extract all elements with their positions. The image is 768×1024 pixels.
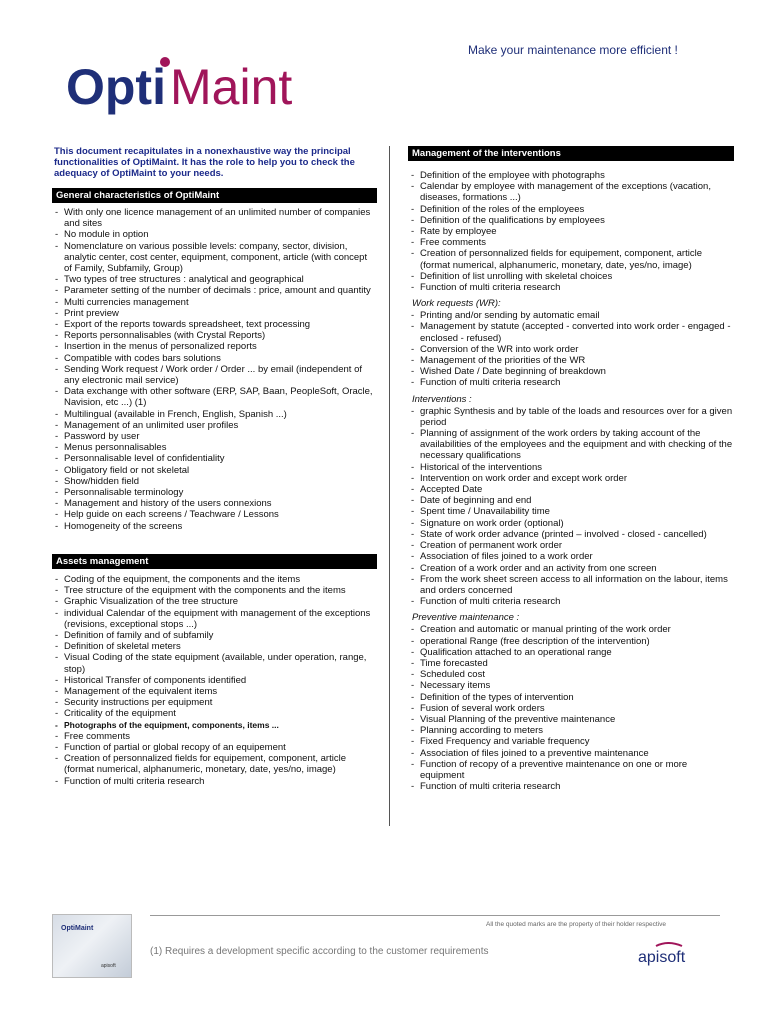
list-item: - Two types of tree structures : analytical and geographical	[52, 274, 377, 285]
list-item: - Print preview	[52, 308, 377, 319]
apisoft-wordmark: apisoft	[638, 949, 686, 966]
list-item: - Conversion of the WR into work order	[408, 344, 734, 355]
list-item: - Fusion of several work orders	[408, 703, 734, 714]
list-item: - Time forecasted	[408, 658, 734, 669]
list-item: - From the work sheet screen access to all information on the labour, items and orders concerned	[408, 574, 734, 596]
list-item: - Free comments	[408, 237, 734, 248]
list-item: - Creation of personnalized fields for equipement, component, article (format numerical, alphanumeric, monetary, date, yes/no, image)	[408, 248, 734, 270]
brochure-thumbnail	[52, 914, 132, 978]
preventive-title: Preventive maintenance :	[412, 612, 520, 624]
list-item: - Export of the reports towards spreadsheet, text processing	[52, 319, 377, 330]
list-item: - Menus personnalisables	[52, 442, 377, 453]
list-item: - Definition of the employee with photographs	[408, 170, 734, 181]
footer-rule	[150, 915, 720, 916]
general-list	[52, 207, 377, 532]
list-item: - Function of recopy of a preventive maintenance on one or more equipment	[408, 759, 734, 781]
list-item: - Management by statute (accepted - converted into work order - engaged - enclosed - refused)	[408, 321, 734, 343]
list-item: - Signature on work order (optional)	[408, 518, 734, 529]
list-item: - Free comments	[52, 731, 377, 742]
list-item: - Rate by employee	[408, 226, 734, 237]
interventions-sub-list	[408, 406, 734, 608]
list-item: - Spent time / Unavailability time	[408, 506, 734, 517]
thumbnail-title: OptiMaint	[61, 925, 94, 932]
tagline: Make your maintenance more efficient !	[468, 43, 678, 57]
list-item: - Wished Date / Date beginning of breakdown	[408, 366, 734, 377]
assets-heading: Assets management	[52, 554, 377, 569]
list-item: - No module in option	[52, 229, 377, 240]
list-item: - Nomenclature on various possible levels: company, sector, division, analytic center, cost center, equipment, component, article (with concept of Family, Subfamily, Group)	[52, 241, 377, 275]
preventive-list	[408, 624, 734, 792]
list-item: - Date of beginning and end	[408, 495, 734, 506]
list-item: - Coding of the equipment, the components and the items	[52, 574, 377, 585]
logo-text-maint: Maint	[170, 59, 293, 115]
list-item: - Calendar by employee with management of the exceptions (vacation, diseases, formations ...)	[408, 181, 734, 203]
list-item: - Function of multi criteria research	[408, 377, 734, 388]
list-item: - Visual Coding of the state equipment (available, under operation, range, stop)	[52, 652, 377, 674]
list-item: - Intervention on work order and except work order	[408, 473, 734, 484]
list-item: - Definition of family and of subfamily	[52, 630, 377, 641]
interventions-heading: Management of the interventions	[408, 146, 734, 161]
work-requests-title: Work requests (WR):	[412, 298, 501, 310]
right-column	[408, 146, 734, 792]
list-item: - Definition of list unrolling with skeletal choices	[408, 271, 734, 282]
list-item: - Necessary items	[408, 680, 734, 691]
list-item: - Creation of personnalized fields for equipement, component, article (format numerical, alphanumeric, monetary, date, yes/no, image)	[52, 753, 377, 775]
list-item: - Definition of the roles of the employees	[408, 204, 734, 215]
interventions-sub-title: Interventions :	[412, 393, 472, 405]
assets-list	[52, 574, 377, 787]
list-item: - Function of multi criteria research	[408, 781, 734, 792]
list-item: - Fixed Frequency and variable frequency	[408, 736, 734, 747]
list-item: - Security instructions per equipment	[52, 697, 377, 708]
logo-text-opti: Opti	[66, 59, 166, 115]
thumbnail-subtitle: apisoft	[101, 963, 116, 969]
list-item: - Help guide on each screens / Teachware / Lessons	[52, 509, 377, 520]
list-item: - Function of multi criteria research	[52, 776, 377, 787]
list-item: - Homogeneity of the screens	[52, 521, 377, 532]
list-item: - Definition of the types of intervention	[408, 692, 734, 703]
list-item: - Planning of assignment of the work orders by taking account of the availabilities of the employees and the equipment and with checking of the necessary qualifications	[408, 428, 734, 462]
list-item: - Tree structure of the equipment with the components and the items	[52, 585, 377, 596]
list-item: - Sending Work request / Work order / Order ... by email (independent of any electronic mail service)	[52, 364, 377, 386]
list-item: - Graphic Visualization of the tree structure	[52, 596, 377, 607]
list-item: - Criticality of the equipment	[52, 708, 377, 719]
optimaint-logo	[66, 52, 336, 122]
list-item: - Compatible with codes bars solutions	[52, 353, 377, 364]
list-item: - Definition of skeletal meters	[52, 641, 377, 652]
list-item: - Password by user	[52, 431, 377, 442]
list-item: - Data exchange with other software (ERP, SAP, Baan, PeopleSoft, Oracle, Navision, etc ...) (1)	[52, 386, 377, 408]
work-requests-list	[408, 310, 734, 388]
list-item: - Association of files joined to a work order	[408, 551, 734, 562]
left-column	[52, 146, 377, 787]
list-item: - Function of multi criteria research	[408, 596, 734, 607]
list-item: - Personnalisable terminology	[52, 487, 377, 498]
list-item: - Multi currencies management	[52, 297, 377, 308]
intro-text: This document recapitulates in a nonexhaustive way the principal functionalities of OptiMaint. It has the role to help you to check the adequacy of OptiMaint to your needs.	[54, 146, 355, 179]
list-item: - Printing and/or sending by automatic email	[408, 310, 734, 321]
list-item: - Function of partial or global recopy of an equipement	[52, 742, 377, 753]
list-item: - Obligatory field or not skeletal	[52, 465, 377, 476]
list-item: - Parameter setting of the number of decimals : price, amount and quantity	[52, 285, 377, 296]
list-item: - Management of the equivalent items	[52, 686, 377, 697]
list-item: - Creation of permanent work order	[408, 540, 734, 551]
list-item: - Planning according to meters	[408, 725, 734, 736]
list-item: - individual Calendar of the equipment with management of the exceptions (revisions, exceptional stops ...)	[52, 608, 377, 630]
list-item: - Show/hidden field	[52, 476, 377, 487]
list-item: - Insertion in the menus of personalized reports	[52, 341, 377, 352]
trademark-notice: All the quoted marks are the property of their holder respective	[486, 921, 666, 928]
list-item: - Creation of a work order and an activity from one screen	[408, 563, 734, 574]
list-item: - State of work order advance (printed – involved - closed - cancelled)	[408, 529, 734, 540]
column-divider	[389, 146, 390, 826]
apisoft-swoosh	[656, 943, 682, 946]
list-item: - Personnalisable level of confidentiality	[52, 453, 377, 464]
list-item: - Management and history of the users connexions	[52, 498, 377, 509]
interventions-list	[408, 170, 734, 293]
general-heading: General characteristics of OptiMaint	[52, 188, 377, 203]
list-item: - Photographs of the equipment, components, items ...	[52, 720, 377, 731]
list-item: - With only one licence management of an unlimited number of companies and sites	[52, 207, 377, 229]
list-item: - Accepted Date	[408, 484, 734, 495]
list-item: - Historical of the interventions	[408, 462, 734, 473]
list-item: - graphic Synthesis and by table of the loads and resources over for a given period	[408, 406, 734, 428]
list-item: - Management of an unlimited user profiles	[52, 420, 377, 431]
apisoft-logo	[638, 942, 708, 970]
list-item: - Creation and automatic or manual printing of the work order	[408, 624, 734, 635]
list-item: - Scheduled cost	[408, 669, 734, 680]
list-item: - Multilingual (available in French, English, Spanish ...)	[52, 409, 377, 420]
list-item: - operational Range (free description of the intervention)	[408, 636, 734, 647]
footnote: (1) Requires a development specific according to the customer requirements	[150, 946, 489, 957]
list-item: - Function of multi criteria research	[408, 282, 734, 293]
list-item: - Visual Planning of the preventive maintenance	[408, 714, 734, 725]
list-item: - Association of files joined to a preventive maintenance	[408, 748, 734, 759]
list-item: - Management of the priorities of the WR	[408, 355, 734, 366]
list-item: - Qualification attached to an operational range	[408, 647, 734, 658]
list-item: - Historical Transfer of components identified	[52, 675, 377, 686]
list-item: - Definition of the qualifications by employees	[408, 215, 734, 226]
list-item: - Reports personnalisables (with Crystal Reports)	[52, 330, 377, 341]
